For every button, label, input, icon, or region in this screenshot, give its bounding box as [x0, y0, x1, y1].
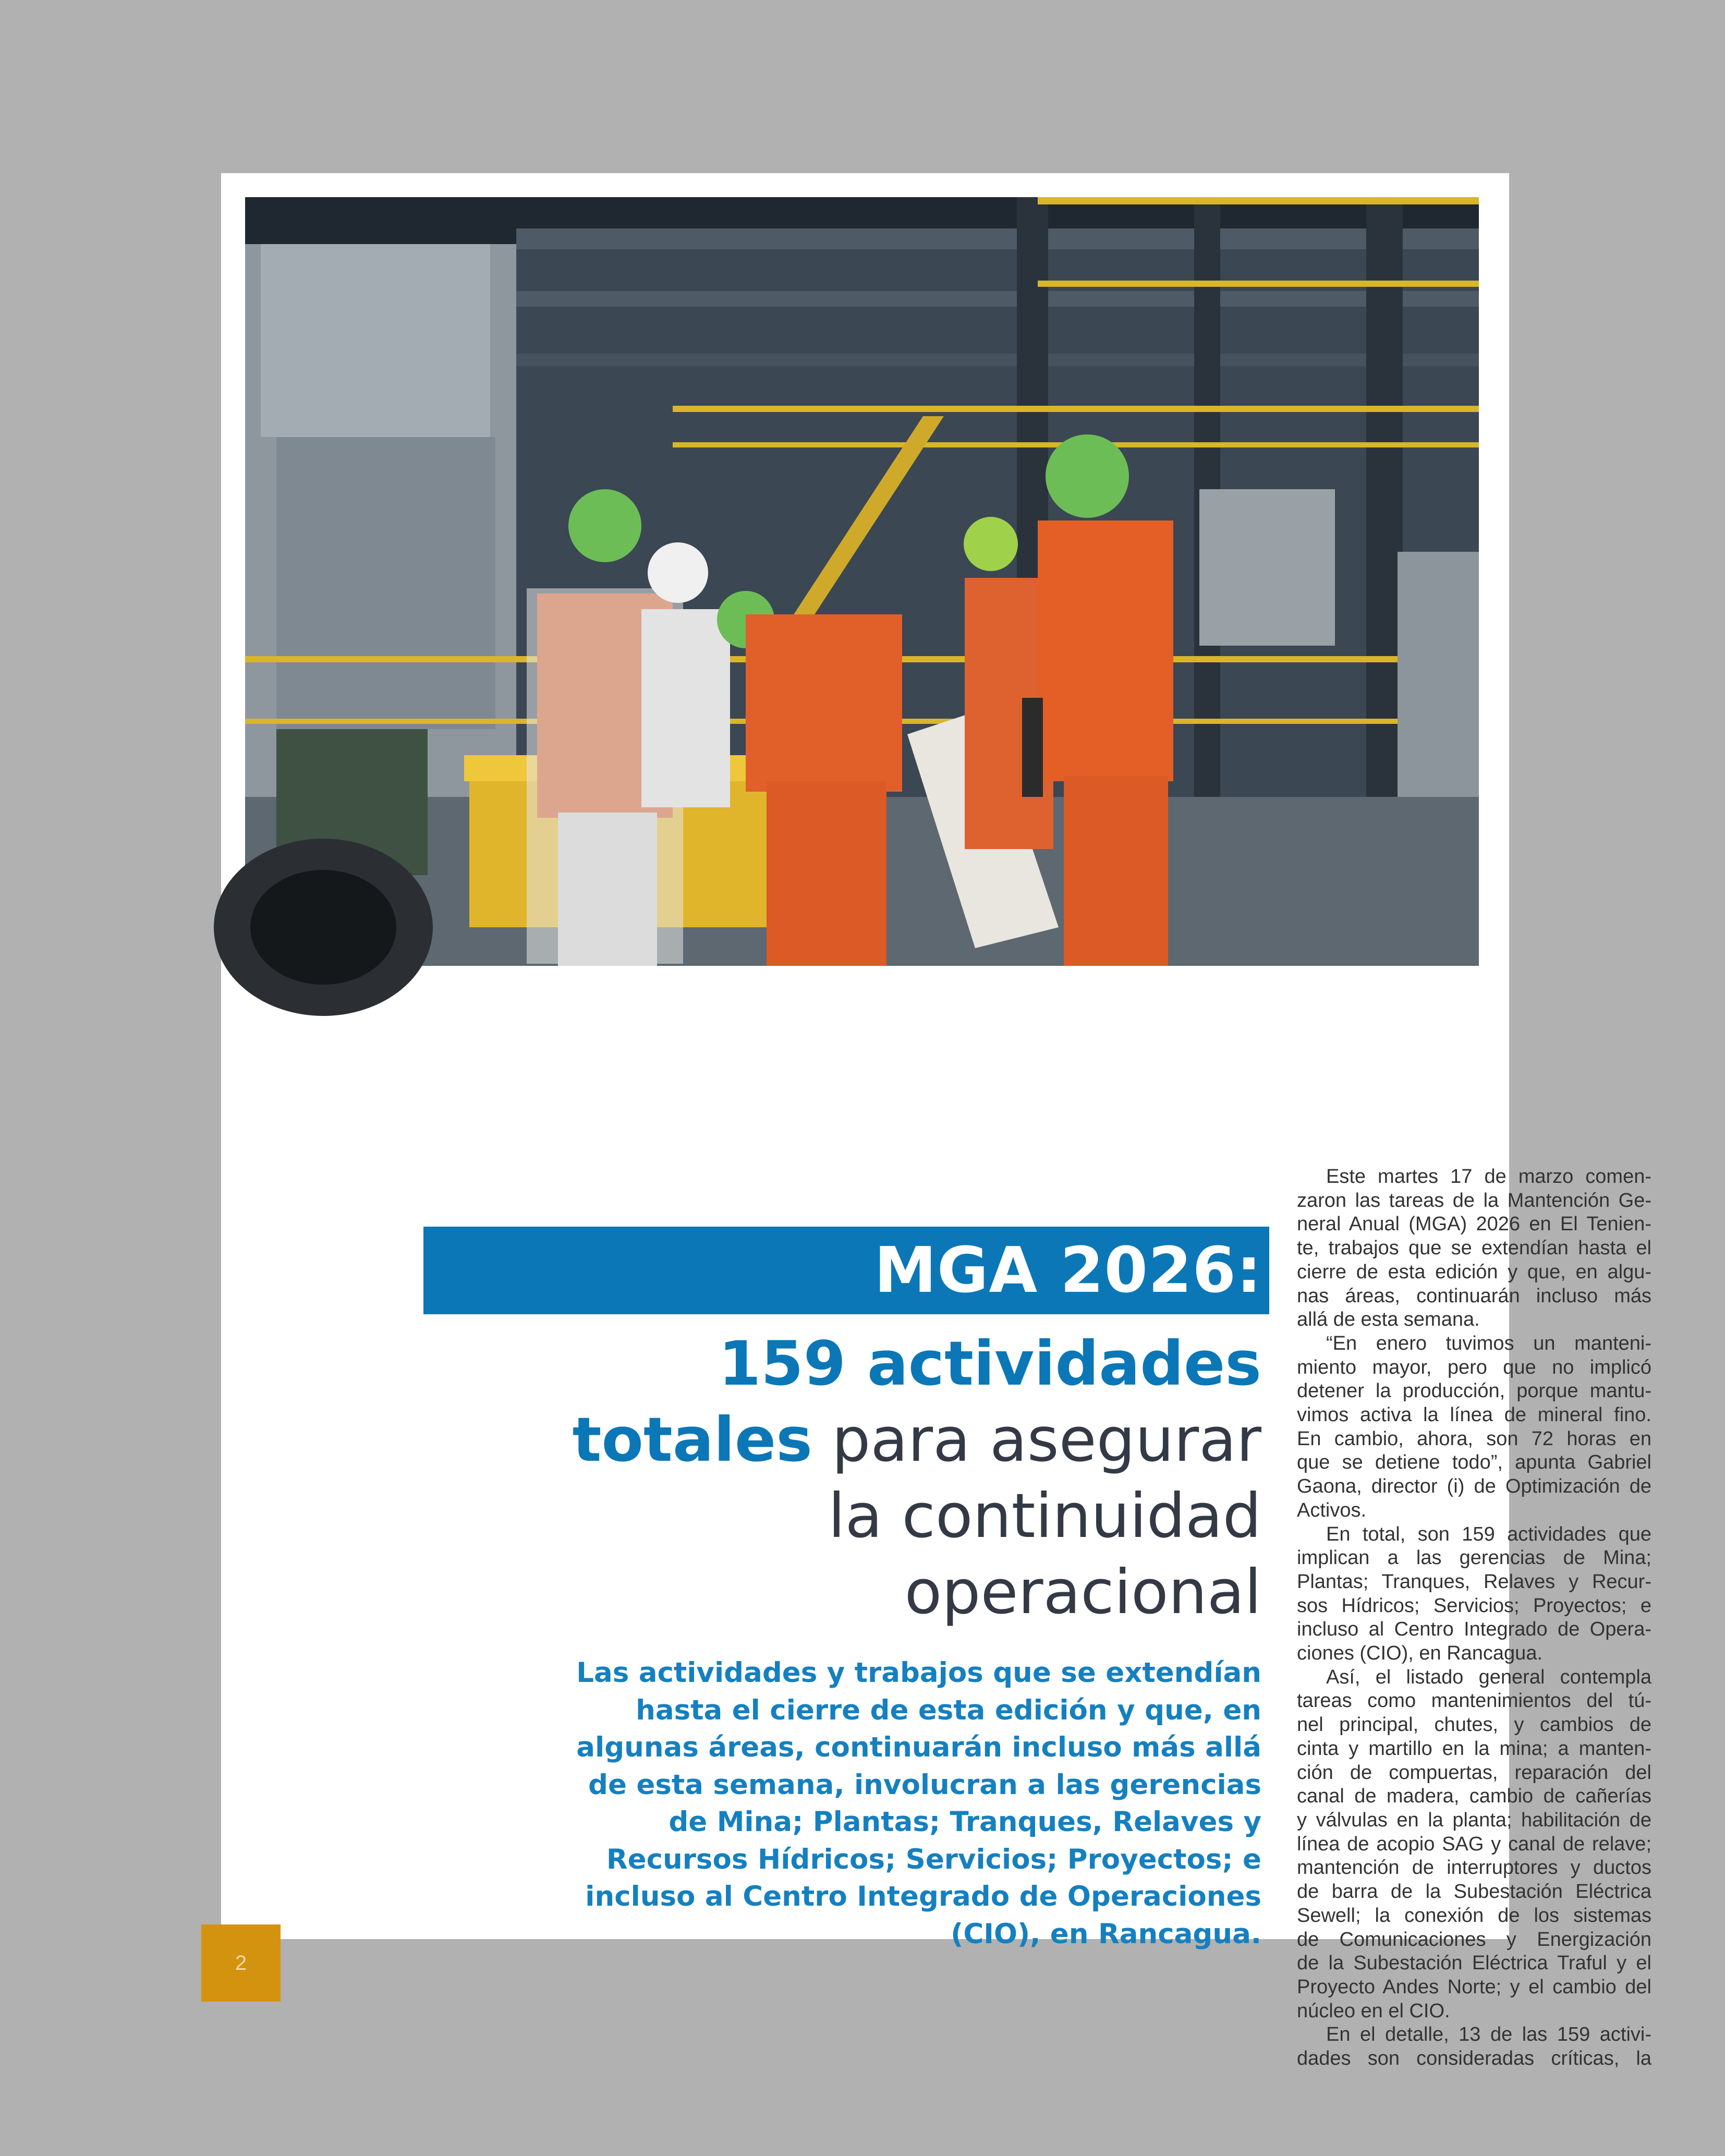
lede-line: algunas áreas, continuarán incluso más allá [576, 1731, 1261, 1763]
lede-line: hasta el cierre de esta edición y que, en [636, 1694, 1261, 1726]
body-line: En cambio, ahora, son 72 horas en [1297, 1427, 1651, 1450]
body-line: “En enero tuvimos un manteni- [1326, 1332, 1651, 1354]
body-line: sos Hídricos; Servicios; Proyectos; e [1297, 1594, 1651, 1617]
body-line: Así, el listado general contempla [1326, 1666, 1651, 1688]
body-line: detener la producción, porque mantu- [1297, 1380, 1651, 1402]
lede-line: Las actividades y trabajos que se extendían [576, 1657, 1261, 1689]
body-line: implican a las gerencias de Mina; [1297, 1547, 1651, 1569]
page-number: 2 [201, 1924, 281, 2002]
body-line: canal de madera, cambio de cañerías [1297, 1785, 1651, 1808]
body-line: Proyecto Andes Norte; y el cambio del [1297, 1976, 1651, 1998]
body-line: neral Anual (MGA) 2026 en El Tenien- [1297, 1213, 1651, 1236]
body-line: incluso al Centro Integrado de Opera- [1297, 1618, 1651, 1641]
body-line: línea de acopio SAG y canal de relave; [1297, 1833, 1651, 1855]
headline-accent-word: totales [572, 1404, 812, 1475]
article-headline [451, 1326, 1261, 1630]
body-line: Plantas; Tranques, Relaves y Recur- [1297, 1570, 1651, 1593]
body-line: allá de esta semana. [1297, 1309, 1480, 1331]
body-line: vimos activa la línea de mineral fino. [1297, 1404, 1651, 1426]
body-line: núcleo en el CIO. [1297, 2000, 1450, 2022]
lede-line: (CIO), en Rancagua. [951, 1918, 1261, 1950]
body-line: Este martes 17 de marzo comen- [1326, 1166, 1651, 1188]
body-line: En total, son 159 actividades que [1326, 1523, 1651, 1545]
body-line: Activos. [1297, 1499, 1367, 1521]
body-line: Gaona, director (i) de Optimización de [1297, 1475, 1651, 1498]
body-line: dades son consideradas críticas, la [1297, 2048, 1651, 2070]
article-body [1297, 1165, 1651, 2071]
body-line: tareas como mantenimientos del tú- [1297, 1690, 1651, 1712]
body-line: cinta y martillo en la mina; a manten- [1297, 1737, 1651, 1760]
lede-line: de Mina; Plantas; Tranques, Relaves y [669, 1806, 1261, 1838]
title-bar [423, 1227, 1269, 1314]
body-line: que se detiene todo”, apunta Gabriel [1297, 1451, 1651, 1474]
body-line: Sewell; la conexión de los sistemas [1297, 1904, 1651, 1927]
headline-line-2 [451, 1402, 1261, 1478]
body-line: mantención de interruptores y ductos [1297, 1857, 1651, 1879]
headline-line-1: 159 actividades [718, 1328, 1261, 1399]
headline-line-2-rest: para asegurar [812, 1404, 1261, 1475]
lede-line: de esta semana, involucran a las gerencias [588, 1769, 1261, 1801]
headline-line-4: operacional [904, 1556, 1261, 1628]
body-line: zaron las tareas de la Mantención Ge- [1297, 1189, 1651, 1212]
article-photo [245, 197, 1479, 966]
article-lede [555, 1654, 1261, 1953]
body-line: ción de compuertas, reparación del [1297, 1761, 1651, 1784]
body-line: miento mayor, pero que no implicó [1297, 1356, 1651, 1378]
headline-line-3: la continuidad [828, 1480, 1261, 1552]
body-line: te, trabajos que se extendían hasta el [1297, 1237, 1651, 1259]
body-line: nel principal, chutes, y cambios de [1297, 1714, 1651, 1736]
magazine-page [221, 173, 1651, 2070]
body-line: de barra de la Subestación Eléctrica [1297, 1881, 1651, 1903]
body-line: y válvulas en la planta; habilitación de [1297, 1809, 1651, 1831]
body-line: ciones (CIO), en Rancagua. [1297, 1642, 1543, 1665]
article-title: MGA 2026: [874, 1234, 1262, 1307]
body-line: de Comunicaciones y Energización [1297, 1928, 1651, 1951]
body-line: nas áreas, continuarán incluso más [1297, 1285, 1651, 1307]
lede-line: incluso al Centro Integrado de Operaciones [585, 1881, 1261, 1912]
body-line: cierre de esta edición y que, en algu- [1297, 1261, 1651, 1283]
lede-line: Recursos Hídricos; Servicios; Proyectos; e [606, 1843, 1261, 1875]
body-line: En el detalle, 13 de las 159 activi- [1326, 2024, 1651, 2046]
body-line: de la Subestación Eléctrica Traful y el [1297, 1952, 1651, 1975]
